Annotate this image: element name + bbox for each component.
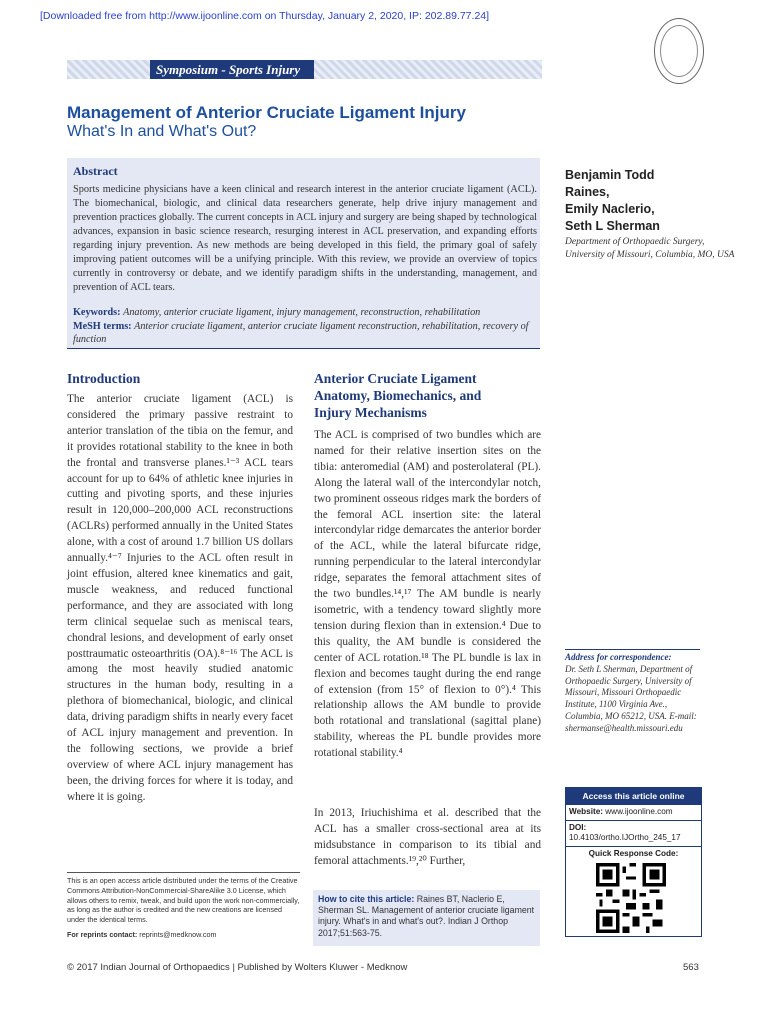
author-line: Seth L Sherman (565, 219, 660, 233)
intro-heading: Introduction (67, 371, 141, 386)
author-line: Benjamin Todd (565, 168, 655, 182)
abstract-heading: Abstract (73, 164, 118, 178)
article-subtitle: What's In and What's Out? (67, 123, 257, 140)
qr-label: Quick Response Code: (588, 848, 679, 858)
journal-footer: © 2017 Indian Journal of Orthopaedics | Published by Wolters Kluwer - Medknow (67, 962, 408, 973)
mesh-text: Anterior cruciate ligament, anterior cruciate ligament reconstruction, rehabilitation, recovery of function (73, 320, 529, 345)
anatomy-heading: Anterior Cruciate Ligament Anatomy, Biomechanics, and Injury Mechanisms (314, 371, 482, 420)
anatomy-text-continued: In 2013, Iriuchishima et al. described that the ACL has a smaller cross-sectional area at its midsubstance in comparison to its tibial and femoral attachments.¹⁹,²⁰ Further, (314, 807, 541, 867)
article-title: Management of Anterior Cruciate Ligament Injury (67, 103, 466, 122)
download-notice: [Downloaded free from http://www.ijoonline.com on Thursday, January 2, 2020, IP: 202.89.77.24] (40, 10, 490, 22)
author-affiliation: Department of Orthopaedic Surgery, University of Missouri, Columbia, MO, USA (565, 237, 735, 260)
reprints-line (67, 930, 300, 940)
license-footnote (67, 872, 300, 940)
abstract-text: Sports medicine physicians have a keen clinical and research interest in the anterior cruciate ligament (ACL). The biomechanical, biologic, and clinical data researchers generate, help drive injury management and prevention practices globally. The current concepts in ACL injury and surgery are being shaped by technological advances, expansion in basic science research, resurging interest in ACL preservation, and expanding efforts regarding injury prevention. As new methods are being developed in this field, the primary goal of safely improving patient outcomes will be a unifying principle. With this review, we provide an overview of topics currently in controversy or debate, and we identify paradigm shifts in the understanding, management, and prevention of ACL tears. (73, 184, 537, 293)
doi-label: DOI: (569, 822, 587, 832)
doi-row (566, 821, 701, 847)
author-list (565, 167, 735, 235)
section-banner-label: Symposium - Sports Injury (150, 60, 314, 79)
author-line: Raines, (565, 185, 610, 199)
journal-seal-logo (654, 18, 704, 84)
access-online-box (565, 787, 702, 937)
website-link[interactable]: www.ijoonline.com (605, 807, 673, 816)
correspondence-box (565, 649, 700, 735)
website-row (566, 805, 701, 821)
cite-label: How to cite this article: (318, 894, 415, 904)
author-line: Emily Naclerio, (565, 202, 655, 216)
cite-text: Raines BT, Naclerio E, Sherman SL. Management of anterior cruciate ligament injury. What's in and what's out?. Indian J Orthop 2017;51:563-75. (318, 894, 535, 938)
page-number: 563 (683, 962, 699, 973)
doi-link[interactable]: 10.4103/ortho.IJOrtho_245_17 (569, 833, 681, 842)
website-label: Website: (569, 807, 603, 816)
keywords-label: Keywords: (73, 307, 121, 318)
access-heading: Access this article online (566, 788, 701, 805)
correspondence-label: Address for correspondence: (565, 652, 672, 662)
anatomy-text: The ACL is comprised of two bundles which are named for their relative insertion sites on the tibia: anteromedial (AM) and posterolateral (PL). Along the lateral wall of the intercondylar notch, two prominent osseous ridges mark the borders of the femoral ACL insertion site: the lateral intercondylar ridge demarcates the anterior border of the ACL, while the lateral bifurcate ridge, running perpendicular to the lateral intercondylar ridge, separates the femoral attachment sites of the two bundles.¹⁴,¹⁷ The AM bundle is nearly isometric, with a tendency toward slightly more tension during flexion than in extension.⁴ Due to this quality, the AM bundle is considered the center of ACL rotation.¹⁸ The PL bundle is lax in flexion and becomes taught during the end range of extension (from 15° of flexion to 0°).⁴ This relationship allows the AM bundle to provide both rotational and translational (sagittal plane) stability, whereas the PL bundle provides more rotational stability.⁴ (314, 429, 541, 760)
qr-code-icon (596, 863, 666, 933)
intro-text: The anterior cruciate ligament (ACL) is considered the primary passive restraint to anterior translation of the tibia on the femur, and it provides rotational stability to the knee in both the frontal and transverse planes.¹⁻³ ACL tears account for up to 64% of athletic knee injuries in cutting and pivoting sports, and these injuries result in 120,000–200,000 ACL reconstructions (ACLRs) performed annually in the United States alone, with a cost of around 1.7 billion US dollars annually.⁴⁻⁷ Injuries to the ACL often result in joint effusion, altered knee kinematics and gait, muscle weakness, and reduced functional performance, and they are associated with long term clinical sequelae such as meniscal tears, chondral lesions, and development of early onset posttraumatic osteoarthritis (OA).⁸⁻¹⁶ The ACL is among the most heavily studied anatomic structures in the human body, resulting in a plethora of biomechanical, biologic, and clinical data, driving paradigm shifts in nearly every facet of ACL injury management and prevention. In the following sections, we provide a brief overview of where ACL injury management has been, the driving forces for where it is today, and where it is going. (67, 393, 293, 803)
keywords-text: Anatomy, anterior cruciate ligament, injury management, reconstruction, rehabilitation (123, 307, 481, 318)
reprints-email[interactable]: reprints@medknow.com (139, 929, 217, 939)
license-text: This is an open access article distributed under the terms of the Creative Commons Attribution-NonCommercial-ShareAlike 3.0 License, which allows others to remix, tweak, and build upon the work non-commercially, as long as the author is credited and the new creations are licensed under the identical terms. (67, 876, 300, 925)
mesh-label: MeSH terms: (73, 320, 132, 332)
how-to-cite-box (313, 890, 540, 946)
keywords-block (73, 306, 537, 347)
reprints-label: For reprints contact: (67, 929, 138, 939)
correspondence-text: Dr. Seth L Sherman, Department of Orthopaedic Surgery, University of Missouri, Missouri Orthopaedic Institute, 1100 Virginia Ave., Columbia, MO 65212, USA. E-mail: shermanse@health.missouri.edu (565, 663, 697, 733)
